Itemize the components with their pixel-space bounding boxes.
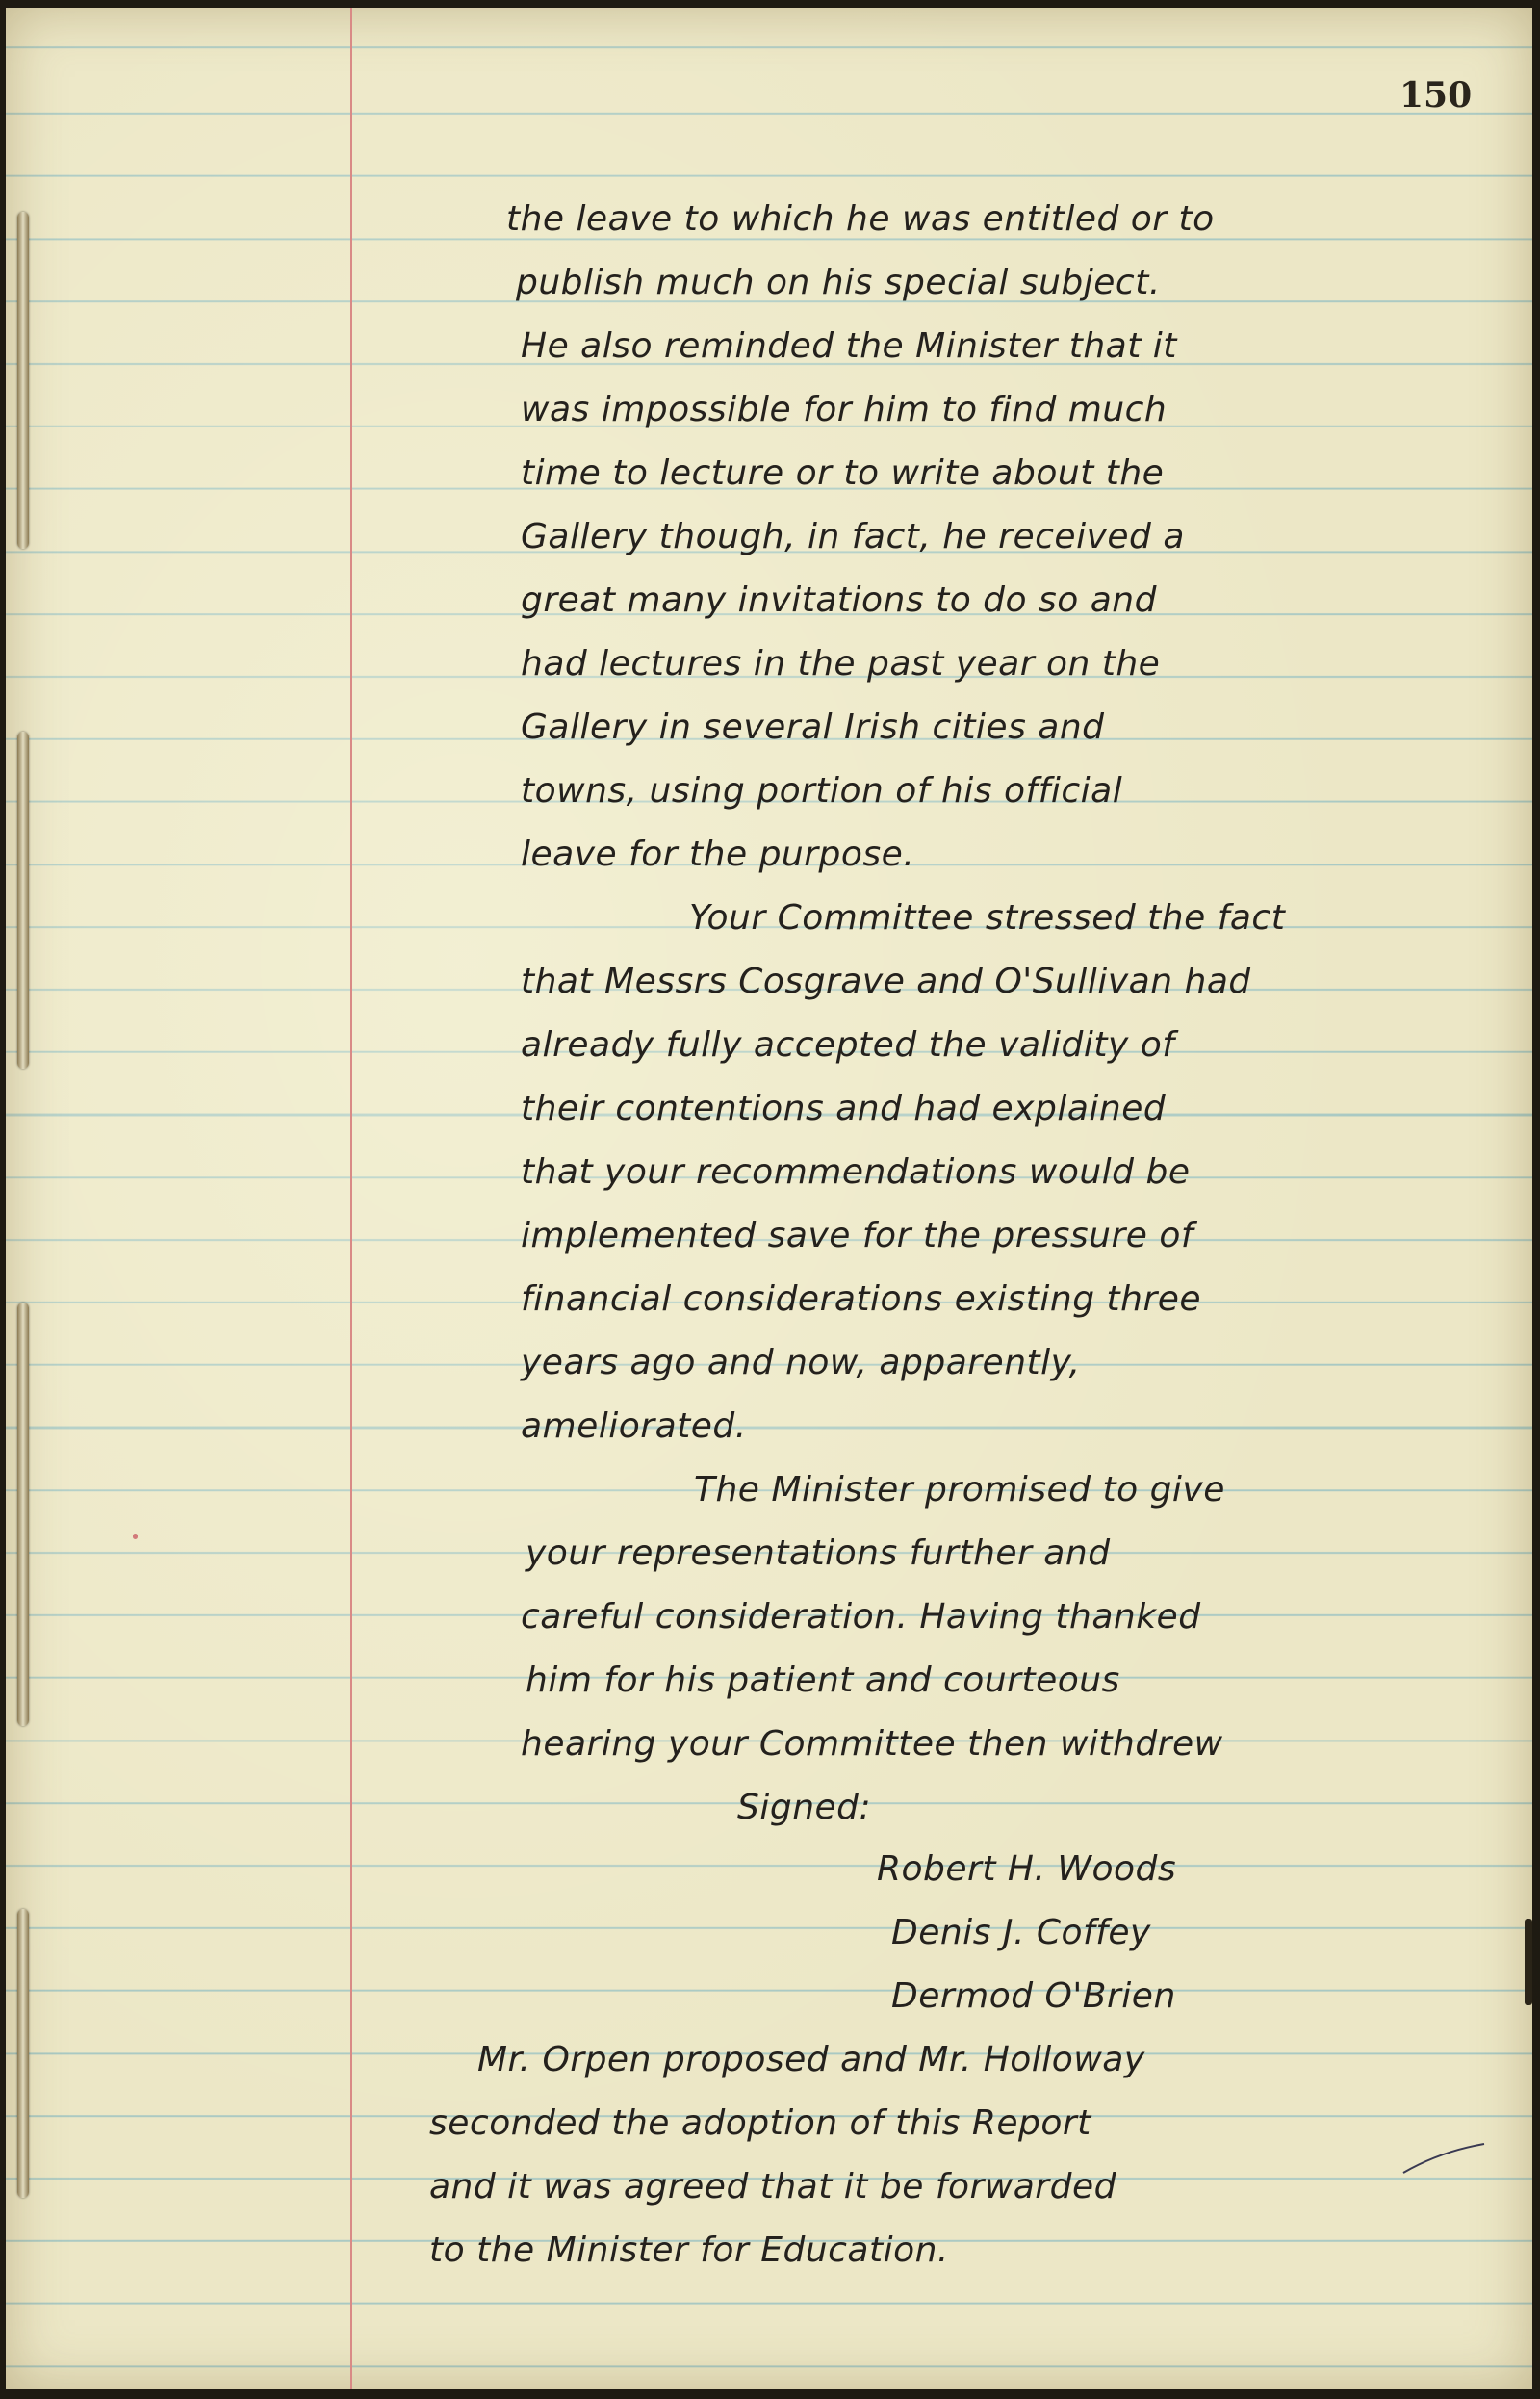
binding-stitch <box>17 1303 29 1726</box>
closing-line: seconded the adoption of this Report <box>429 2103 1091 2143</box>
ink-spot <box>133 1534 138 1539</box>
body-line: their contentions and had explained <box>521 1089 1167 1128</box>
body-line: the leave to which he was entitled or to <box>506 199 1215 239</box>
binding-stitch <box>17 732 29 1069</box>
body-line: leave for the purpose. <box>521 835 915 874</box>
signature: Robert H. Woods <box>877 1849 1177 1889</box>
ledger-page <box>6 8 1532 2389</box>
body-line: The Minister promised to give <box>694 1470 1225 1509</box>
page-edge-mark <box>1525 1919 1532 2005</box>
closing-line: to the Minister for Education. <box>429 2231 949 2270</box>
body-line: your representations further and <box>526 1534 1111 1573</box>
body-line: that your recommendations would be <box>521 1152 1191 1192</box>
body-line: financial considerations existing three <box>521 1279 1202 1319</box>
body-line: was impossible for him to find much <box>521 390 1168 429</box>
binding-stitch <box>17 1909 29 2198</box>
body-line: time to lecture or to write about the <box>521 453 1165 493</box>
body-line: Gallery though, in fact, he received a <box>521 517 1185 556</box>
body-line: careful consideration. Having thanked <box>521 1597 1201 1637</box>
page-number: 150 <box>1399 75 1473 116</box>
signature: Denis J. Coffey <box>891 1913 1151 1952</box>
body-line: that Messrs Cosgrave and O'Sullivan had <box>521 962 1251 1001</box>
body-line: implemented save for the pressure of <box>521 1216 1194 1255</box>
body-line: years ago and now, apparently, <box>521 1343 1081 1382</box>
body-line: Your Committee stressed the fact <box>689 898 1286 938</box>
body-line: had lectures in the past year on the <box>521 644 1161 684</box>
body-line: great many invitations to do so and <box>521 580 1157 620</box>
binding-stitch <box>17 212 29 549</box>
pen-stroke <box>1401 2140 1488 2179</box>
closing-line: Mr. Orpen proposed and Mr. Holloway <box>477 2040 1145 2079</box>
margin-rule <box>350 8 352 2389</box>
body-line: towns, using portion of his official <box>521 771 1123 811</box>
body-line: He also reminded the Minister that it <box>521 326 1177 366</box>
body-line: ameliorated. <box>521 1406 747 1446</box>
signature: Dermod O'Brien <box>891 1976 1176 2016</box>
body-line: hearing your Committee then withdrew <box>521 1724 1223 1764</box>
body-line: already fully accepted the validity of <box>521 1025 1175 1065</box>
signed-label: Signed: <box>737 1788 872 1827</box>
body-line: publish much on his special subject. <box>516 263 1161 302</box>
body-line: Gallery in several Irish cities and <box>521 708 1105 747</box>
closing-line: and it was agreed that it be forwarded <box>429 2167 1116 2206</box>
body-line: him for his patient and courteous <box>526 1661 1120 1700</box>
